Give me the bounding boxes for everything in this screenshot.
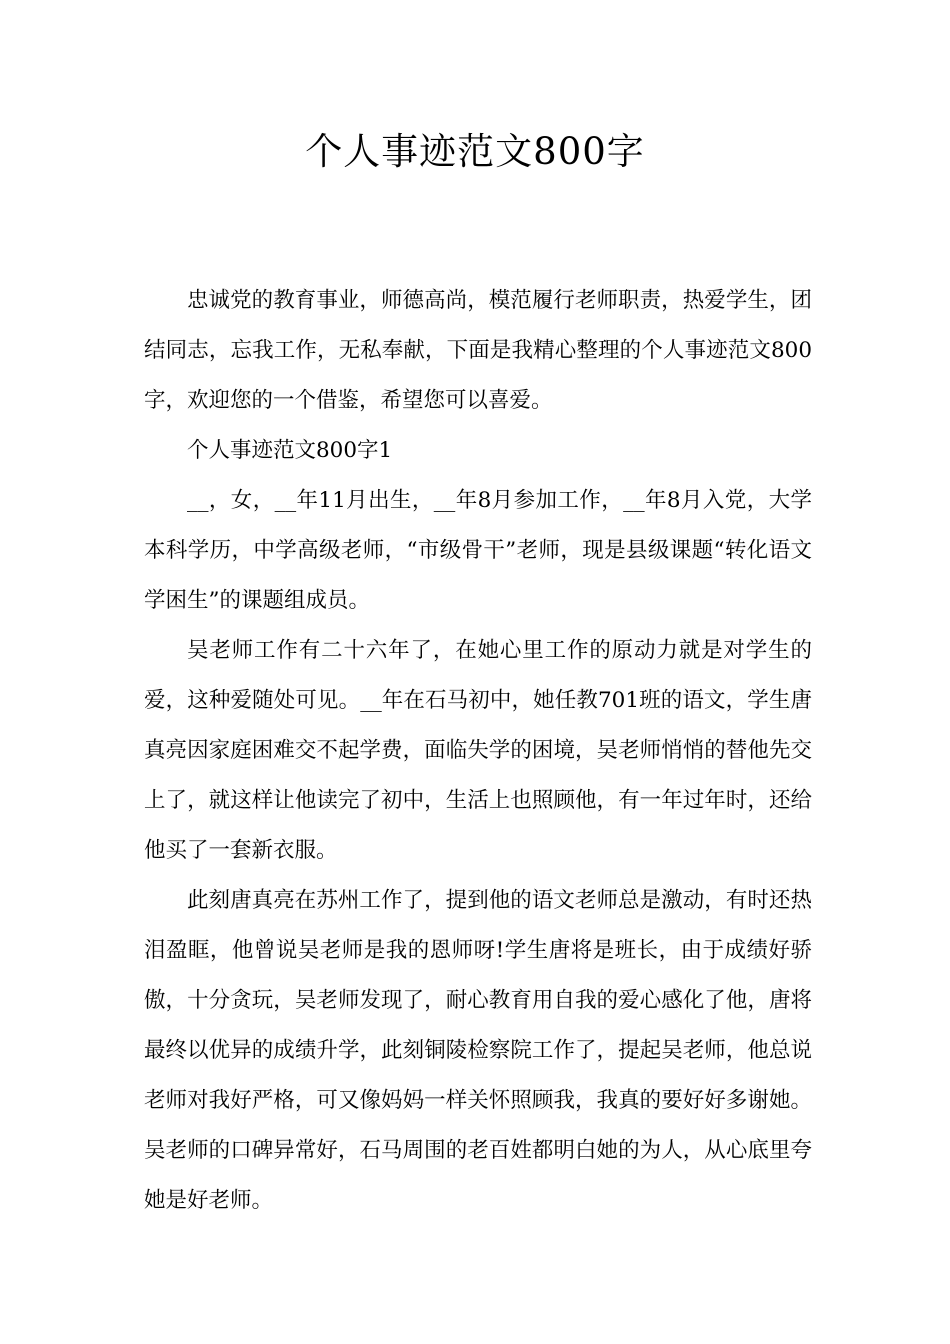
- document-title: 个人事迹范文800字: [305, 130, 645, 173]
- section-heading: 个人事迹范文800字1: [187, 438, 393, 463]
- intro-paragraph: 忠诚党的教育事业，师德高尚，模范履行老师职责，热爱学生，团结同志，忘我工作，无私奉献，下面是我精心整理的个人事迹范文800字，欢迎您的一个借鉴，希望您可以喜爱。: [144, 288, 812, 413]
- testimony-paragraph: 此刻唐真亮在苏州工作了，提到他的语文老师总是激动，有时还热泪盈眶，他曾说吴老师是我的恩师呀!学生唐将是班长，由于成绩好骄傲，十分贪玩，吴老师发现了，耐心教育用自我的爱心感化了他，唐将最终以优异的成绩升学，此刻铜陵检察院工作了，提起吴老师，他总说老师对我好严格，可又像妈妈一样关怀照顾我，我真的要好好多谢她。吴老师的口碑异常好，石马周围的老百姓都明白她的为人，从心底里夸她是好老师。: [144, 888, 812, 1213]
- profile-paragraph: __，女，__年11月出生，__年8月参加工作，__年8月入党，大学本科学历，中学高级老师，“市级骨干”老师，现是县级课题“转化语文学困生”的课题组成员。: [144, 488, 812, 613]
- document-body: [144, 276, 812, 1226]
- story-paragraph: 吴老师工作有二十六年了，在她心里工作的原动力就是对学生的爱，这种爱随处可见。__年在石马初中，她任教701班的语文，学生唐真亮因家庭困难交不起学费，面临失学的困境，吴老师悄悄的替他先交上了，就这样让他读完了初中，生活上也照顾他，有一年过年时，还给他买了一套新衣服。: [144, 638, 812, 863]
